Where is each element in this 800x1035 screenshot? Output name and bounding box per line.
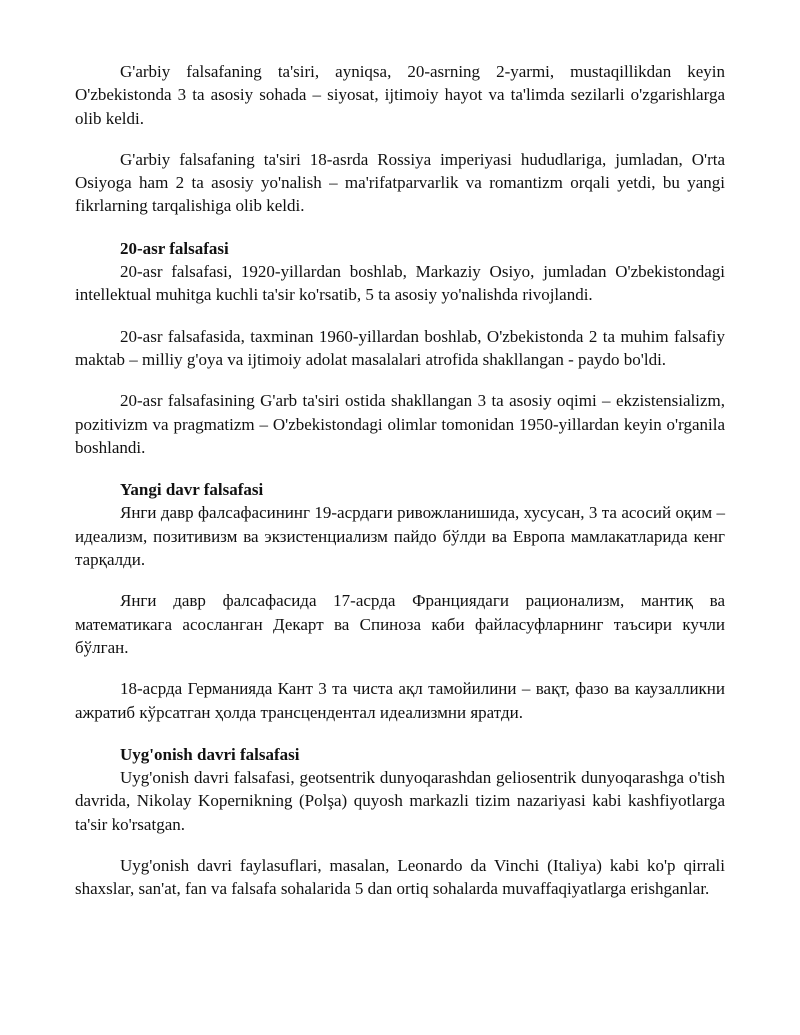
document-page — [75, 60, 725, 901]
section-heading: Uyg'onish davri falsafasi — [120, 744, 300, 764]
paragraph: Uyg'onish davri faylasuflari, masalan, Leonardo da Vinchi (Italiya) kabi ko'p qirrali shaxslar, san'at, fan va falsafa sohalarida 5 dan ortiq sohalarda muvaffaqiyatlarga erishganlar. — [75, 856, 725, 899]
paragraph: G'arbiy falsafaning ta'siri 18-asrda Rossiya imperiyasi hududlariga, jumladan, O'rta Osiyoga ham 2 ta asosiy yo'nalish – ma'rifatparvarlik va romantizm orqali yetdi, bu yangi fikrlarning tarqalishiga olib keldi. — [75, 149, 725, 216]
paragraph: Янги давр фалсафасида 17-асрда Франциядаги рационализм, мантиқ ва математикага асосланган Декарт ва Спиноза каби файласуфларнинг таъсири кучли бўлган. — [75, 591, 725, 657]
section-heading: 20-asr falsafasi — [120, 238, 229, 258]
section-heading: Yangi davr falsafasi — [120, 480, 264, 500]
paragraph: Янги давр фалсафасининг 19-асрдаги ривожланишида, хусусан, 3 та асосий оқим – идеализм, позитивизм ва экзистенциализм пайдо бўлди ва Европа мамлакатларида кенг тарқалди. — [75, 503, 725, 570]
paragraph: 18-асрда Германияда Кант 3 та чиста ақл тамойилини – вақт, фазо ва каузалликни ажратиб кўрсатган ҳолда трансцендентал идеализмни яратди. — [75, 679, 725, 722]
paragraph: 20-asr falsafasining G'arb ta'siri ostida shakllangan 3 ta asosiy oqimi – ekzistensializm, pozitivizm va pragmatizm – O'zbekistondagi olimlar tomonidan 1950-yillardan keyin o'rganila boshlandi. — [75, 391, 725, 457]
paragraph: 20-asr falsafasi, 1920-yillardan boshlab, Markaziy Osiyo, jumladan O'zbekistondagi intellektual muhitga kuchli ta'sir ko'rsatib, 5 ta asosiy yo'nalishda rivojlandi. — [75, 262, 725, 305]
paragraph: G'arbiy falsafaning ta'siri, ayniqsa, 20-asrning 2-yarmi, mustaqillikdan keyin O'zbekistonda 3 ta asosiy sohada – siyosat, ijtimoiy hayot va ta'limda sezilarli o'zgarishlarga olib keldi. — [75, 62, 725, 128]
paragraph: Uyg'onish davri falsafasi, geotsentrik dunyoqarashdan geliosentrik dunyoqarashga o'tish davrida, Nikolay Kopernikning (Polşa) quyosh markazli tizim nazariyasi kabi kashfiyotlarga ta'sir ko'rsatgan. — [75, 768, 725, 834]
paragraph: 20-asr falsafasida, taxminan 1960-yillardan boshlab, O'zbekistonda 2 ta muhim falsafiy maktab – milliy g'oya va ijtimoiy adolat masalalari atrofida shakllangan - paydo bo'ldi. — [75, 326, 725, 369]
